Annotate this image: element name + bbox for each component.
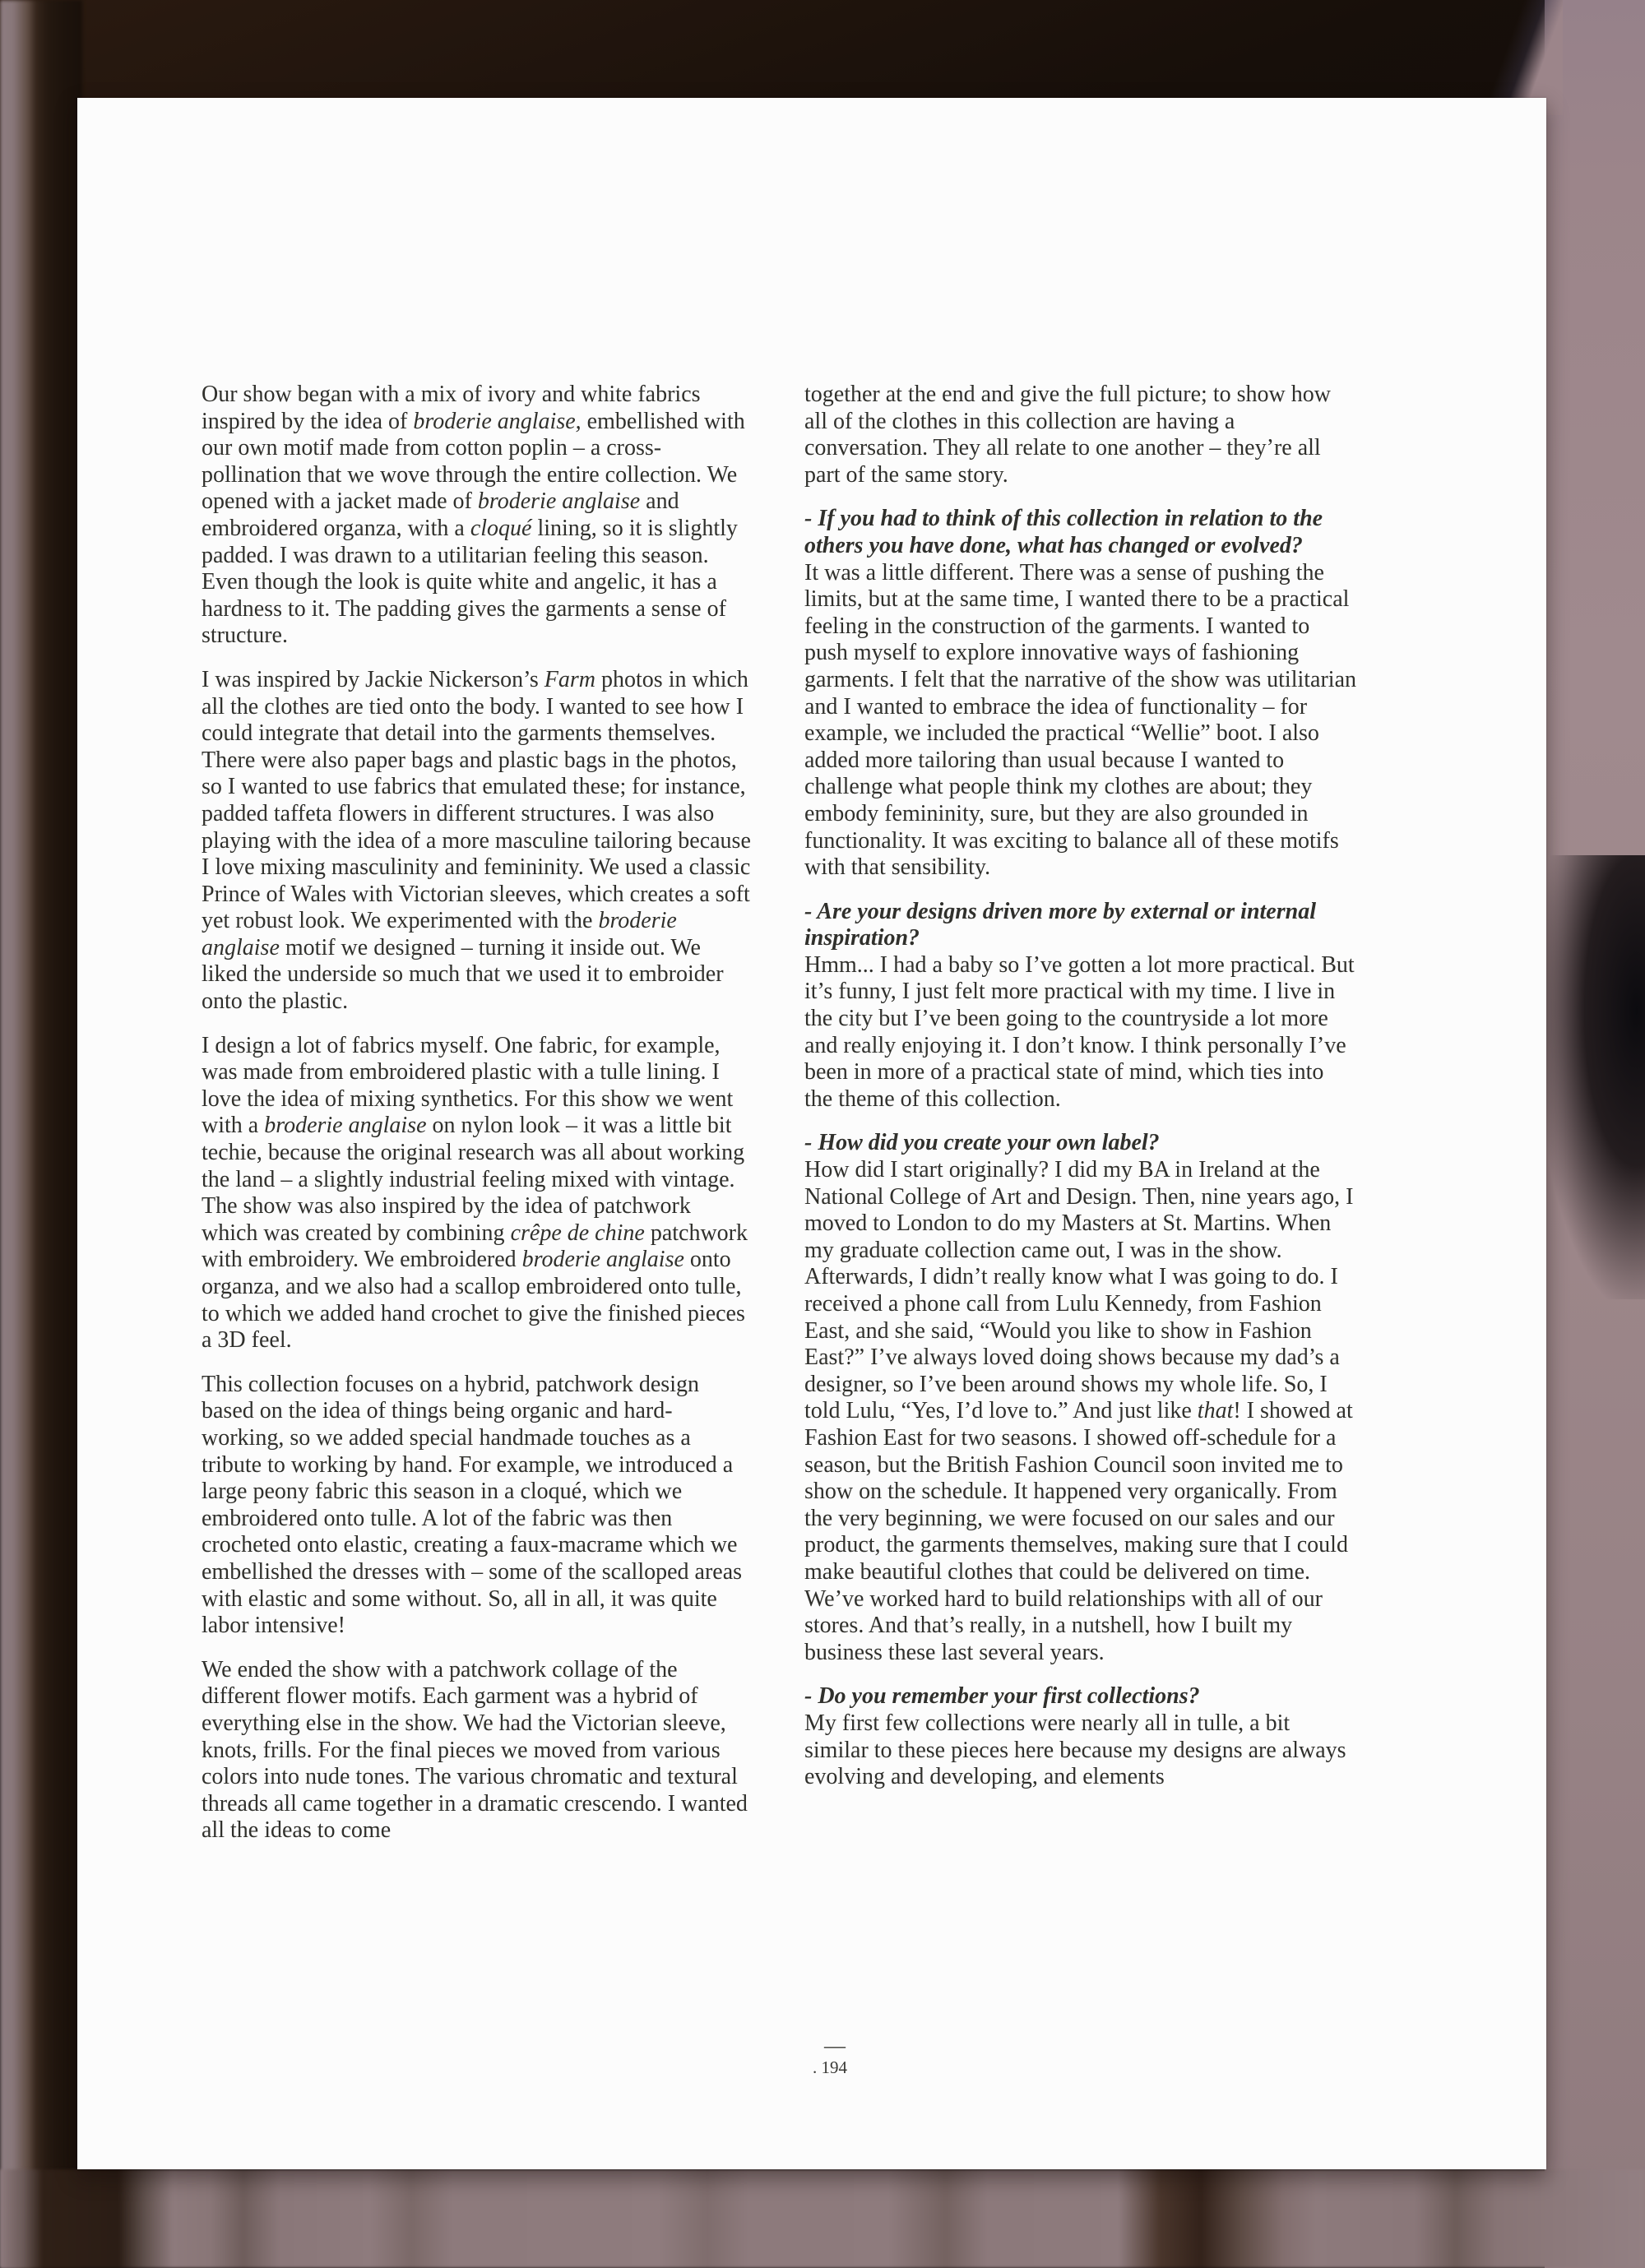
background-left-band [0,0,82,2268]
question: - How did you create your own label? [804,1130,1160,1156]
page-number: . 194 [813,2057,847,2077]
question: - Do you remember your first collections? [804,1683,1200,1710]
background-bottom-stripes [0,2169,1645,2268]
paragraph: I was inspired by Jackie Nickerson’s Farm photos in which all the clothes are tied onto the body. I wanted to see how I could integrate that detail into the garments themselves. There were also paper bags and plastic bags in the photos, so I wanted to use fabrics that emulated these; for instance, padded taffeta flowers in different structures. I was also playing with the idea of a more masculine tailoring because I love mixing masculinity and femininity. We used a classic Prince of Wales with Victorian sleeves, which creates a soft yet robust look. We experimented with the broderie anglaise motif we designed – turning it inside out. We liked the underside so much that we used it to embroider onto the plastic. [202,666,751,1015]
left-column [202,382,751,1862]
question: - Are your designs driven more by external or internal inspiration? [804,898,1316,951]
question: - If you had to think of this collection in relation to the others you have done, what has changed or evolved? [804,506,1323,558]
background-right-dark-blob [1540,855,1645,1299]
paragraph: Our show began with a mix of ivory and white fabrics inspired by the idea of broderie anglaise, embellished with our own motif made from cotton poplin – a cross-pollination that we wove through the entire collection. We opened with a jacket made of broderie anglaise and embroidered organza, with a cloqué lining, so it is slightly padded. I was drawn to a utilitarian feeling this season. Even though the look is quite white and angelic, it has a hardness to it. The padding gives the garments a sense of structure. [202,382,745,649]
paragraph: We ended the show with a patchwork collage of the different flower motifs. Each garment was a hybrid of everything else in the show. We had the Victorian sleeve, knots, frills. For the final pieces we moved from various colors into nude tones. The various chromatic and textural threads all came together in a dramatic crescendo. I wanted all the ideas to come [202,1656,748,1844]
answer: Hmm... I had a baby so I’ve gotten a lot more practical. But it’s funny, I just felt more practical with my time. I live in the city but I’ve been going to the countryside a lot more and really enjoying it. I don’t know. I think personally I’ve been in more of a practical state of mind, which ties into the theme of this collection. [804,951,1355,1112]
footer-dash: — [824,2034,846,2057]
paragraph: I design a lot of fabrics myself. One fabric, for example, was made from embroidered plastic with a tulle lining. I love the idea of mixing synthetics. For this show we went with a broderie anglaise on nylon look – it was a little bit techie, because the original research was all about working the land – a slightly industrial feeling mixed with vintage. The show was also inspired by the idea of patchwork which was created by combining crêpe de chine patchwork with embroidery. We embroidered broderie anglaise onto organza, and we also had a scallop embroidered onto tulle, to which we added hand crochet to give the finished pieces a 3D feel. [202,1032,748,1354]
page-footer [813,2034,847,2079]
answer: How did I start originally? I did my BA in Ireland at the National College of Art and Design. Then, nine years ago, I moved to London to do my Masters at St. Martins. When my graduate collection came out, I was in the show. Afterwards, I didn’t really know what I was going to do. I received a phone call from Lulu Kennedy, from Fashion East, and she said, “Would you like to show in Fashion East?” I’ve always loved doing shows because my dad’s a designer, so I’ve been around shows my whole life. So, I told Lulu, “Yes, I’d love to.” And just like that! I showed at Fashion East for two seasons. I showed off-schedule for a season, but the British Fashion Council soon invited me to show on the schedule. It happened very organically. From the very beginning, we were focused on our sales and our product, the garments themselves, making sure that I could make beautiful clothes that could be delivered on time. We’ve worked hard to build relationships with all of our stores. And that’s really, in a nutshell, how I built my business these last several years. [804,1157,1354,1665]
magazine-page [77,98,1546,2169]
right-column [804,382,1357,1808]
answer: It was a little different. There was a sense of pushing the limits, but at the same time, I wanted there to be a practical feeling in the construction of the garments. I wanted to push myself to explore innovative ways of fashioning garments. I felt that the narrative of the show was utilitarian and I wanted to embrace the idea of functionality – for example, we included the practical “Wellie” boot. I also added more tailoring than usual because I wanted to challenge what people think my clothes are about; they embody femininity, sure, but they are also grounded in functionality. It was exciting to balance all of these motifs with that sensibility. [804,559,1357,881]
paragraph: together at the end and give the full picture; to show how all of the clothes in this collection are having a conversation. They all relate to one another – they’re all part of the same story. [804,382,1331,488]
paragraph: This collection focuses on a hybrid, patchwork design based on the idea of things being organic and hard-working, so we added special handmade touches as a tribute to working by hand. For example, we introduced a large peony fabric this season in a cloqué, which we embroidered onto tulle. A lot of the fabric was then crocheted onto elastic, creating a faux-macrame which we embellished the dresses with – some of the scalloped areas with elastic and some without. So, all in all, it was quite labor intensive! [202,1371,743,1639]
answer: My first few collections were nearly all in tulle, a bit similar to these pieces here because my designs are always evolving and developing, and elements [804,1710,1346,1790]
